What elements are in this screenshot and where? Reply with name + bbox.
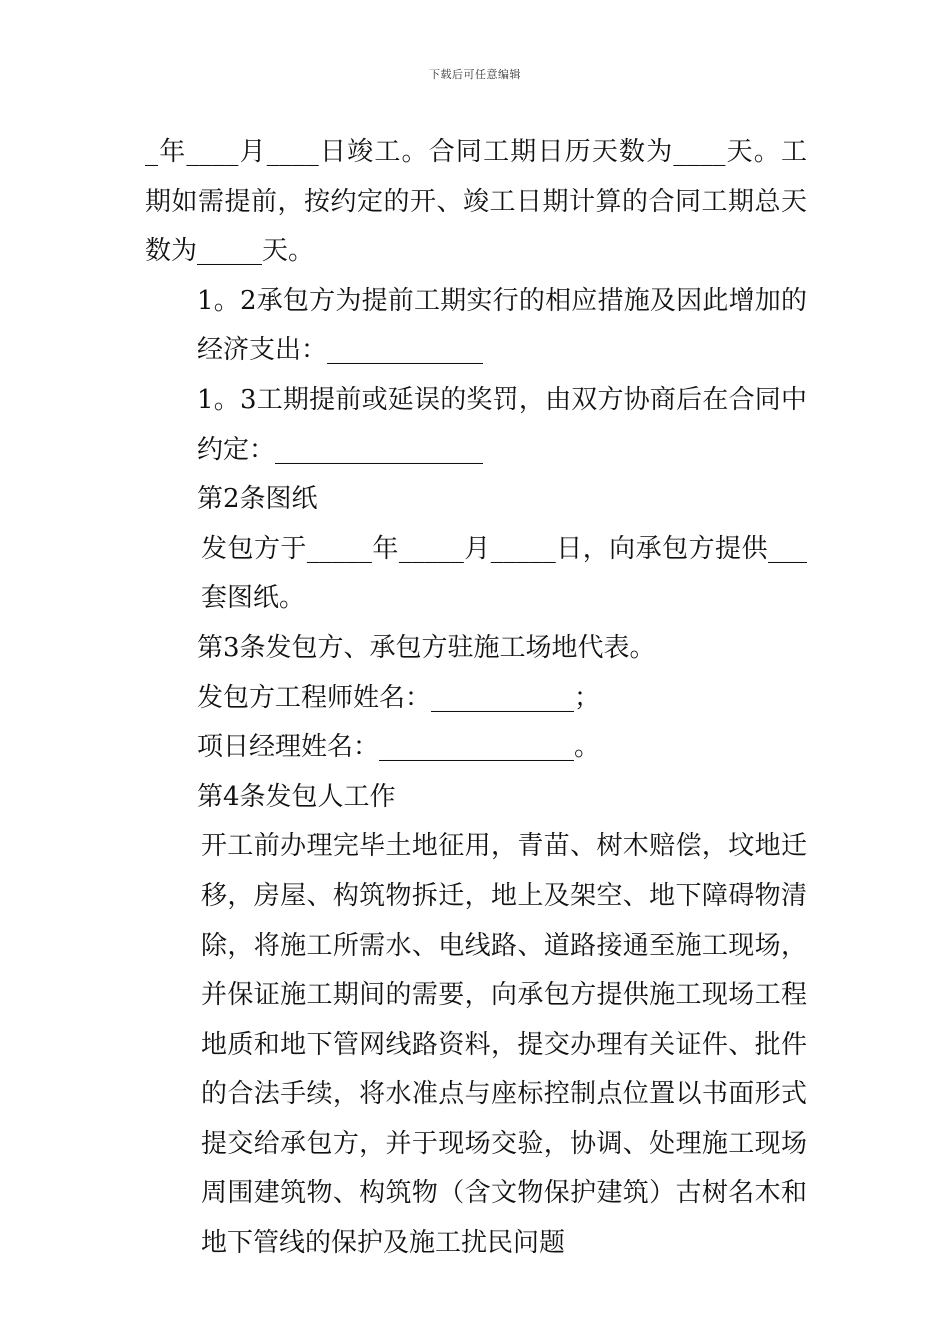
page-header: 下载后可任意编辑 <box>429 68 521 81</box>
document-body <box>145 128 807 1269</box>
paragraph-completion-date: _年____月____日竣工。合同工期日历天数为____天。工期如需提前，按约定的开、竣工日期计算的合同工期总天数为_____天。 <box>145 137 807 267</box>
paragraph-employer-duties: 开工前办理完毕土地征用，青苗、树木赔偿，坟地迁移，房屋、构筑物拆迁，地上及架空、地下障碍物清除，将施工所需水、电线路、道路接通至施工现场，并保证施工期间的需要，向承包方提供施工现场工程地质和地下管网线路资料，提交办理有关证件、批件的合法手续，将水准点与座标控制点位置以书面形式提交给承包方，并于现场交验，协调、处理施工现场周围建筑物、构筑物（含文物保护建筑）古树名木和地下管线的保护及施工扰民问题 <box>201 831 807 1259</box>
article-4-heading: 第4条发包人工作 <box>197 781 396 812</box>
project-manager-name-line: 项日经理姓名：_______________。 <box>197 732 601 763</box>
article-3-heading: 第3条发包方、承包方驻施工场地代表。 <box>197 632 656 663</box>
paragraph-drawings: 发包方于_____年_____月_____日，向承包方提供___套图纸。 <box>201 533 807 614</box>
engineer-name-line: 发包方工程师姓名：___________； <box>197 682 601 713</box>
paragraph-1-3-reward-penalty: 1。3工期提前或延误的奖罚，由双方协商后在合同中约定：________________ <box>197 384 807 465</box>
paragraph-1-2-early-completion-cost: 1。2承包方为提前工期实行的相应措施及因此增加的经济支出：____________ <box>197 285 807 366</box>
article-2-heading: 第2条图纸 <box>197 484 318 515</box>
